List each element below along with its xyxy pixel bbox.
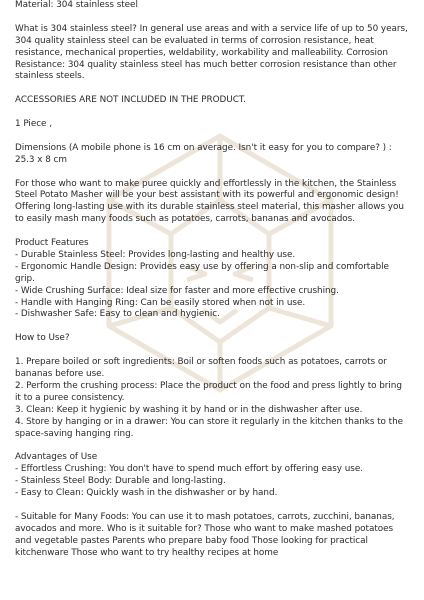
feature-item: - Wide Crushing Surface: Ideal size for faster and more effective crushing.	[15, 285, 339, 296]
step-item: 1. Prepare boiled or soft ingredients: Boil or soften foods such as potatoes, carrots or bananas before use.	[15, 357, 387, 379]
feature-item: - Dishwasher Safe: Easy to clean and hygienic.	[15, 309, 220, 320]
how-to-heading: How to Use?	[15, 333, 70, 344]
suitable-paragraph: - Suitable for Many Foods: You can use it to mash potatoes, carrots, zucchini, bananas, avocados and more. Who is it suitable for? Those who want to make mashed potatoes and vegetable pastes Parents who prepare baby food Those looking for practical kitchenware Those who want to try healthy recipes at home	[15, 511, 395, 558]
feature-item: - Ergonomic Handle Design: Provides easy use by offering a non-slip and comfortable grip.	[15, 261, 389, 284]
step-item: 3. Clean: Keep it hygienic by washing it by hand or in the dishwasher after use.	[15, 404, 363, 415]
step-item: 2. Perform the crushing process: Place the product on the food and press lightly to bring it to a puree consistency.	[15, 380, 402, 403]
intro-paragraph: For those who want to make puree quickly and effortlessly in the kitchen, the Stainless Steel Potato Masher will be your best assistant with its powerful and ergonomic design! Offering long-lasting use with its durable stainless steel material, this masher allows you to easily mash many foods such as potatoes, carrots, bananas and avocados.	[15, 178, 404, 225]
dimensions-line: Dimensions (A mobile phone is 16 cm on average. Isn't it easy for you to compare? ) : 25.3 x 8 cm	[15, 142, 392, 165]
accessories-notice: ACCESSORIES ARE NOT INCLUDED IN THE PRODUCT.	[15, 95, 246, 106]
advantage-item: - Easy to Clean: Quickly wash in the dishwasher or by hand.	[15, 488, 278, 499]
advantages-heading: Advantages of Use	[15, 452, 98, 463]
features-heading: Product Features	[15, 238, 89, 249]
quantity-line: 1 Piece ,	[15, 119, 52, 130]
advantage-item: - Effortless Crushing: You don't have to spend much effort by offering easy use.	[15, 464, 363, 475]
advantage-item: - Stainless Steel Body: Durable and long-lasting.	[15, 476, 226, 487]
material-line: Material: 304 stainless steel	[15, 0, 138, 10]
step-item: 4. Store by hanging or in a drawer: You can store it regularly in the kitchen thanks to the space-saving hanging ring.	[15, 416, 404, 439]
feature-item: - Durable Stainless Steel: Provides long-lasting and healthy use.	[15, 249, 296, 260]
what-is-304-paragraph: What is 304 stainless steel? In general use areas and with a service life of up to 50 years, 304 quality stainless steel can be evaluated in terms of corrosion resistance, heat resistance, mechanical properties, weldability, workability and malleability. Corrosion Resistance: 304 quality stainless steel has much better corrosion resistance than other stainless steels.	[15, 23, 408, 82]
feature-item: - Handle with Hanging Ring: Can be easily stored when not in use.	[15, 297, 306, 308]
